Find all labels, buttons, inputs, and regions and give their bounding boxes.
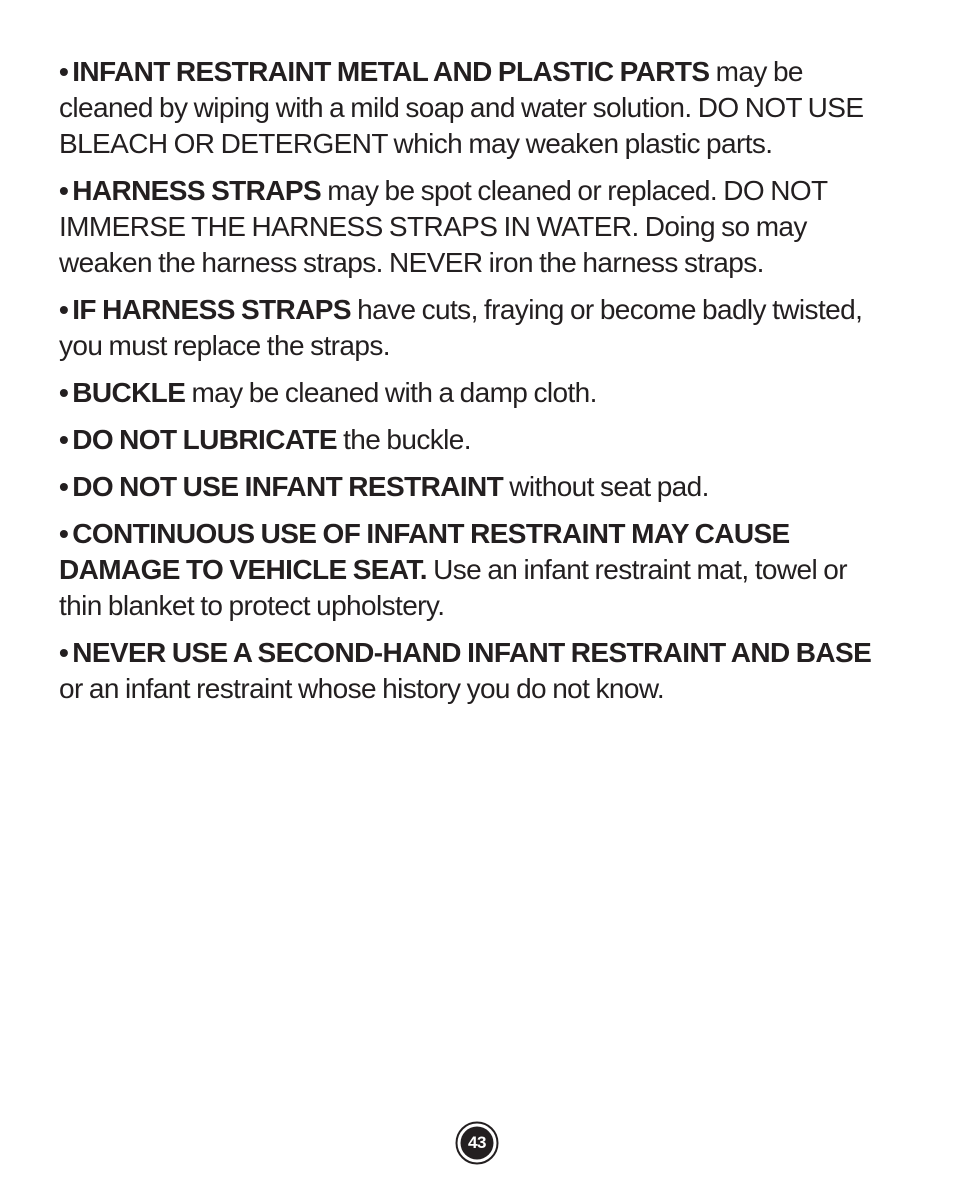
item-text: may be spot cleaned or replaced. DO NOT IMMERSE THE HARNESS STRAPS IN WATER. Doing so may weaken the harness straps. NEVER iron the harness straps.: [59, 175, 828, 278]
bullet: •: [59, 424, 69, 455]
item-text: Use an infant restraint mat, towel or thin blanket to protect upholstery.: [59, 554, 847, 621]
bullet: •: [59, 518, 69, 549]
item-text: may be cleaned by wiping with a mild soap and water solution. DO NOT USE BLEACH OR DETERGENT which may weaken plastic parts.: [59, 56, 864, 159]
item-text: have cuts, fraying or become badly twisted, you must replace the straps.: [59, 294, 863, 361]
item-heading: INFANT RESTRAINT METAL AND PLASTIC PARTS: [72, 56, 710, 87]
item-heading: BUCKLE: [72, 377, 186, 408]
item-text: without seat pad.: [503, 471, 709, 502]
list-item: [59, 54, 889, 162]
item-text: the buckle.: [336, 424, 471, 455]
list-item: [59, 422, 889, 458]
bullet: •: [59, 637, 69, 668]
item-heading: DO NOT USE INFANT RESTRAINT: [72, 471, 504, 502]
list-item: [59, 516, 889, 624]
list-item: [59, 173, 889, 281]
list-item: [59, 292, 889, 364]
bullet: •: [59, 294, 69, 325]
list-item: [59, 375, 889, 411]
care-instructions: [59, 54, 889, 718]
page-number: 43: [468, 1133, 486, 1152]
list-item: [59, 635, 889, 707]
item-heading: NEVER USE A SECOND-HAND INFANT RESTRAINT AND BASE: [72, 637, 872, 668]
item-heading: IF HARNESS STRAPS: [72, 294, 351, 325]
item-text: or an infant restraint whose history you do not know.: [59, 673, 665, 704]
item-heading: HARNESS STRAPS: [72, 175, 322, 206]
item-heading: DO NOT LUBRICATE: [72, 424, 337, 455]
item-text: may be cleaned with a damp cloth.: [185, 377, 597, 408]
bullet: •: [59, 471, 69, 502]
item-heading: CONTINUOUS USE OF INFANT RESTRAINT MAY CAUSE DAMAGE TO VEHICLE SEAT.: [59, 518, 790, 585]
page-number-badge: [455, 1121, 499, 1165]
bullet: •: [59, 377, 69, 408]
bullet: •: [59, 175, 69, 206]
list-item: [59, 469, 889, 505]
bullet: •: [59, 56, 69, 87]
